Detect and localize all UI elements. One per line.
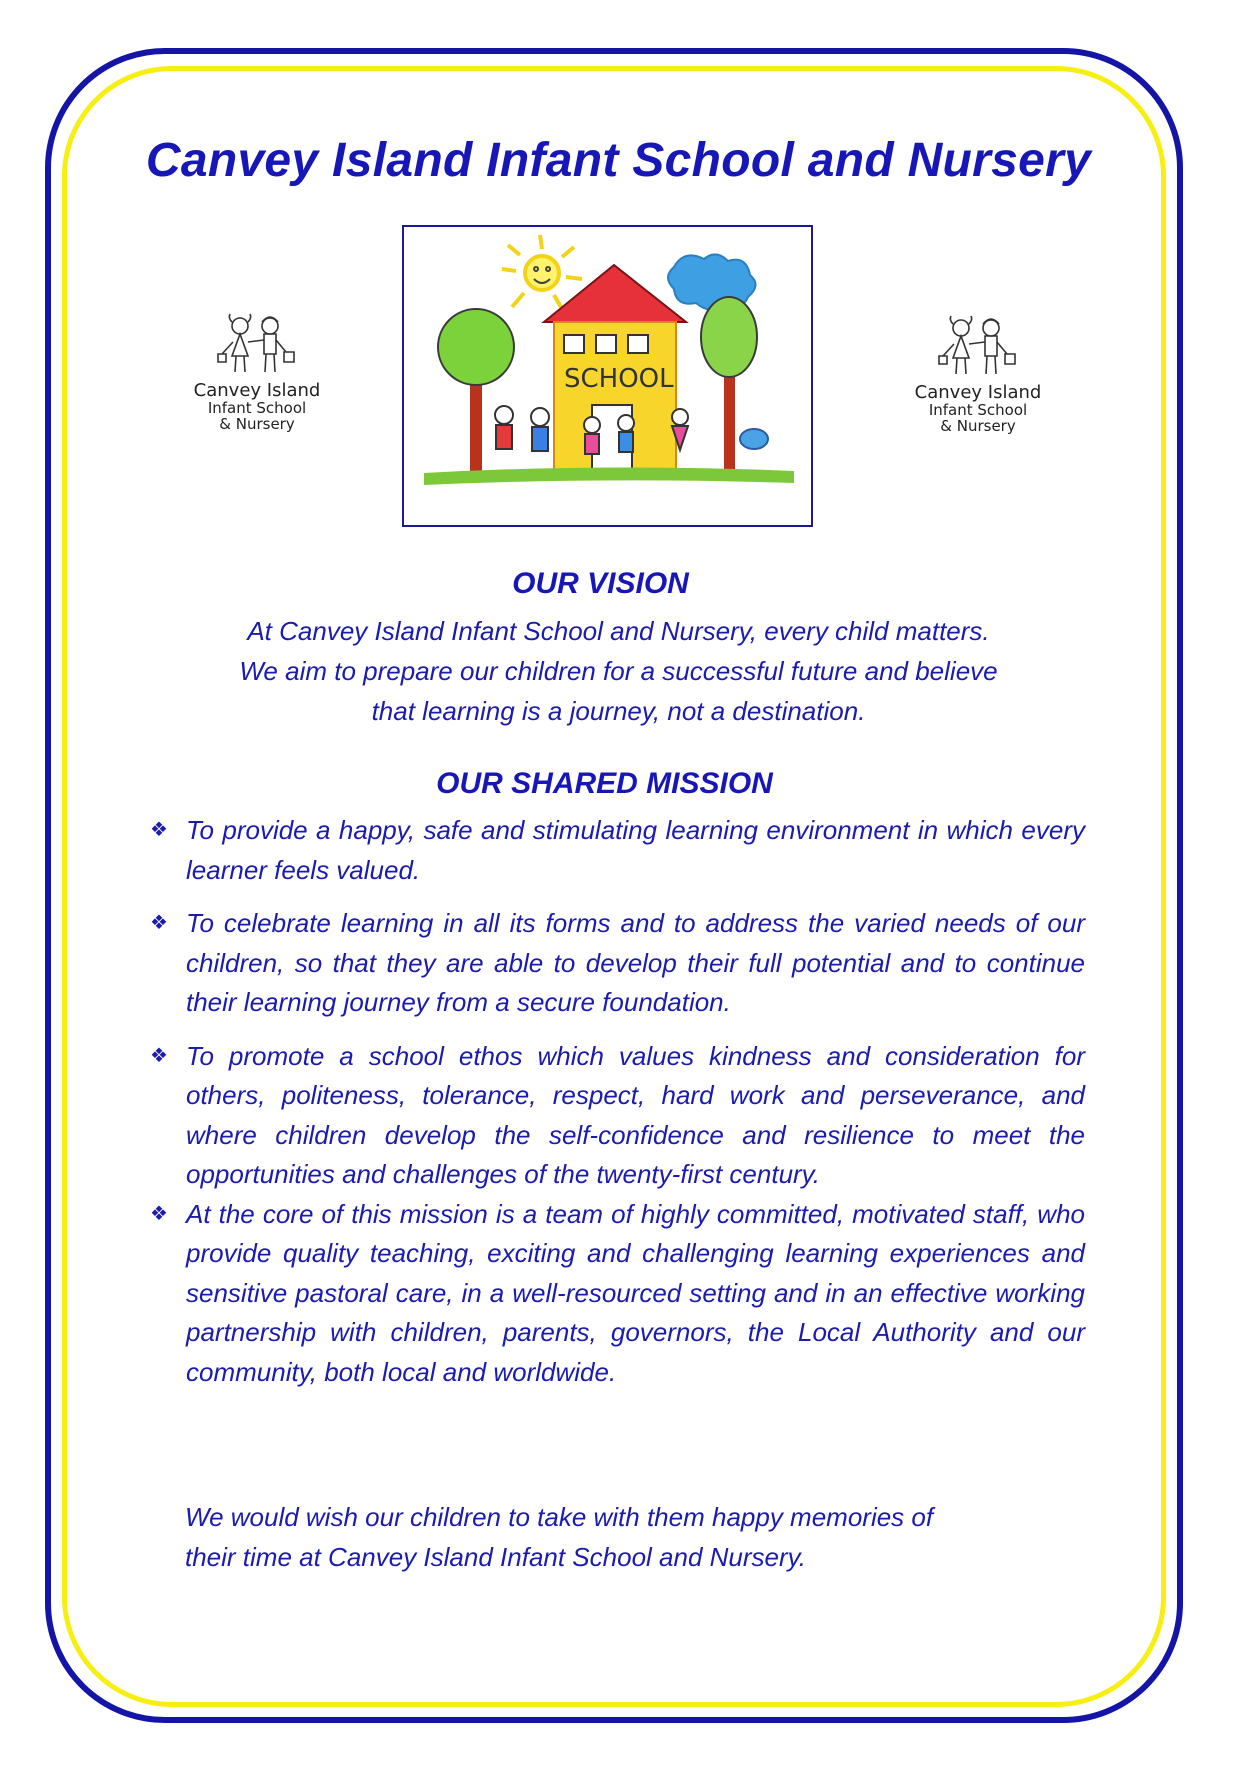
- mission-heading: OUR SHARED MISSION: [436, 767, 773, 800]
- vision-text: [150, 611, 1087, 731]
- logo-line-3: & Nursery: [940, 416, 1016, 435]
- vision-line: At Canvey Island Infant School and Nursery, every child matters.: [247, 616, 990, 646]
- tree-left-icon: [438, 309, 514, 385]
- logo-line-2: Infant School: [207, 398, 307, 417]
- children-logo-icon: [202, 312, 312, 382]
- vision-heading: OUR VISION: [512, 567, 689, 600]
- diamond-bullet-icon: ❖: [150, 912, 168, 934]
- mission-item: [150, 1195, 1085, 1393]
- mission-item-text: To celebrate learning in all its forms and to address the varied needs of our children, so that they are able to develop their full potential and to continue their learning journey from a secure foundation.: [186, 908, 1085, 1017]
- mission-list: [150, 811, 1085, 1392]
- tree-trunk-right: [724, 367, 735, 472]
- bird-icon: [740, 429, 768, 449]
- school-logo-left: [182, 312, 332, 432]
- mission-item: [150, 811, 1085, 890]
- sun-icon: [502, 235, 582, 309]
- vision-line: We aim to prepare our children for a successful future and believe: [239, 656, 998, 686]
- closing-statement: [185, 1497, 1085, 1577]
- diamond-bullet-icon: ❖: [150, 819, 168, 841]
- closing-line: their time at Canvey Island Infant School and Nursery.: [185, 1542, 806, 1572]
- mission-item: [150, 904, 1085, 1023]
- logo-line-2: Infant School: [928, 400, 1028, 419]
- logo-line-3: & Nursery: [219, 414, 295, 433]
- tree-right-icon: [701, 297, 757, 377]
- closing-line: We would wish our children to take with them happy memories of: [185, 1502, 934, 1532]
- school-drawing: [402, 225, 813, 527]
- logo-line-1: Canvey Island: [914, 382, 1042, 403]
- tree-trunk-left: [470, 377, 482, 472]
- vision-line: that learning is a journey, not a destination.: [371, 696, 866, 726]
- logo-line-1: Canvey Island: [193, 380, 321, 401]
- mission-item-text: To provide a happy, safe and stimulating learning environment in which every learner feels valued.: [186, 815, 1085, 885]
- diamond-bullet-icon: ❖: [150, 1044, 168, 1067]
- school-drawing-illustration: [404, 227, 811, 525]
- diamond-bullet-icon: ❖: [150, 1202, 168, 1225]
- school-logo-right: [903, 314, 1053, 434]
- mission-item: [150, 1037, 1085, 1195]
- children-logo-icon: [923, 314, 1033, 384]
- mission-item-text: To promote a school ethos which values kindness and consideration for others, politeness, tolerance, respect, hard work and perseverance, and where children develop the self-confidence and resilience to meet the opportunities and challenges of the twenty-first century.: [186, 1040, 1085, 1189]
- mission-item-text: At the core of this mission is a team of highly committed, motivated staff, who provide quality teaching, exciting and challenging learning experiences and sensitive pastoral care, in a well-resourced setting and in an effective working partnership with children, parents, governors, the Local Authority and our community, both local and worldwide.: [186, 1198, 1085, 1387]
- school-sign: SCHOOL: [564, 364, 674, 394]
- roof-icon: [544, 265, 686, 322]
- page-title: Canvey Island Infant School and Nursery: [145, 134, 1092, 187]
